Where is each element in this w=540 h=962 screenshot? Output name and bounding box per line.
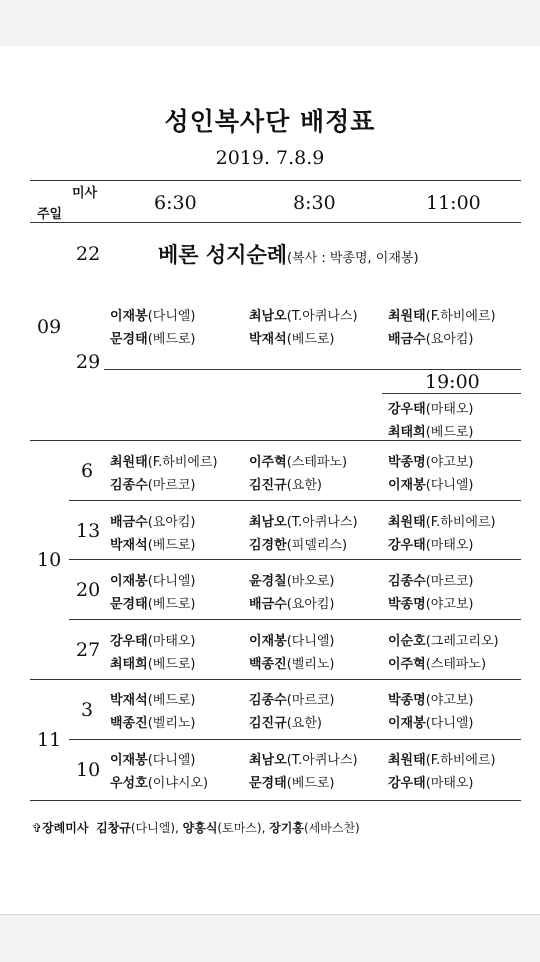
divider-nov-3 [69,739,521,740]
assignment-11-10-r2-c2: 문경태(베드로) [249,776,335,791]
assignment-11-10-r1-c2: 최남오(T.아퀴나스) [249,753,358,768]
assignment-10-13-r1-c2: 최남오(T.아퀴나스) [249,515,358,530]
assignment-10-20-r1-c2: 윤경칠(바오로) [249,574,335,589]
assignment-09-29-r2-c1: 문경태(베드로) [110,332,196,347]
assignment-10-13-r2-c3: 강우태(마태오) [388,538,474,553]
assignment-10-20-r2-c3: 박종명(야고보) [388,597,474,612]
day-27: 27 [76,639,101,661]
assignment-10-27-r2-c2: 백종진(벨리노) [249,657,335,672]
assignment-10-6-r1-c1: 최원태(F.하비에르) [110,455,218,470]
assignment-11-3-r2-c2: 김진규(요한) [249,716,322,731]
funeral-mass-label: 장례미사 [42,821,89,835]
header-time-2: 8:30 [293,192,336,214]
top-bar [0,0,540,47]
divider-oct-13 [69,559,521,560]
assignment-10-20-r2-c1: 문경태(베드로) [110,597,196,612]
day-22: 22 [76,243,101,265]
assignment-10-20-r1-c1: 이재봉(다니엘) [110,574,196,589]
header-mass-label: 미사 [72,186,98,201]
divider-oct-nov [30,679,521,680]
event-row-22 [158,239,419,269]
assignment-09-29-1900-1: 강우태(마태오) [388,402,474,417]
assignment-10-20-r2-c2: 배금수(요아킴) [249,597,335,612]
assignment-10-6-r2-c1: 김종수(마르코) [110,478,196,493]
day-3: 3 [81,699,94,721]
assignment-11-10-r1-c1: 이재봉(다니엘) [110,753,196,768]
day-13: 13 [76,520,101,542]
day-10: 10 [76,759,101,781]
assignment-11-3-r2-c3: 이재봉(다니엘) [388,716,474,731]
assignment-10-13-r2-c2: 김경한(피델리스) [249,538,348,553]
divider-oct-20 [69,619,521,620]
header-time-1: 6:30 [154,192,197,214]
assignment-10-27-r2-c1: 최태희(베드로) [110,657,196,672]
divider-oct-6 [69,500,521,501]
assignment-11-3-r1-c1: 박재석(베드로) [110,693,196,708]
table-bottom-border [30,800,521,801]
cross-icon: ✞ [32,821,43,835]
schedule-sheet [0,46,540,914]
month-09: 09 [37,316,62,338]
day-29: 29 [76,351,101,373]
divider-29-mid [104,369,521,370]
assignment-10-13-r1-c3: 최원태(F.하비에르) [388,515,496,530]
month-11: 11 [37,729,62,751]
assignment-11-3-r2-c1: 백종진(벨리노) [110,716,196,731]
assignment-10-6-r1-c3: 박종명(야고보) [388,455,474,470]
day-6: 6 [81,460,94,482]
assignment-10-6-r2-c3: 이재봉(다니엘) [388,478,474,493]
assignment-10-27-r1-c3: 이순호(그레고리오) [388,634,499,649]
assignment-09-29-1900-2: 최태희(베드로) [388,425,474,440]
assignment-10-13-r1-c1: 배금수(요아킴) [110,515,196,530]
assignment-11-10-r2-c1: 우성호(이냐시오) [110,776,209,791]
event-title: 베론 성지순례 [158,243,288,267]
assignment-09-29-r2-c2: 박재석(베드로) [249,332,335,347]
assignment-09-29-r2-c3: 배금수(요아킴) [388,332,474,347]
assignment-10-27-r1-c2: 이재봉(다니엘) [249,634,335,649]
header-week-label: 주일 [37,207,63,222]
assignment-10-6-r1-c2: 이주혁(스테파노) [249,455,348,470]
divider-sep-oct [30,440,521,441]
assignment-11-10-r2-c3: 강우태(마태오) [388,776,474,791]
assignment-11-3-r1-c2: 김종수(마르코) [249,693,335,708]
assignment-09-29-r1-c3: 최원태(F.하비에르) [388,309,496,324]
assignment-10-27-r1-c1: 강우태(마태오) [110,634,196,649]
funeral-mass-note: ✞장례미사 김창규(다니엘), 양홍식(토마스), 장기홍(세바스찬) [32,821,360,835]
month-10: 10 [37,549,62,571]
divider-1900 [382,393,521,394]
assignment-09-29-r1-c1: 이재봉(다니엘) [110,309,196,324]
assignment-11-10-r1-c3: 최원태(F.하비에르) [388,753,496,768]
day-20: 20 [76,579,101,601]
assignment-10-6-r2-c2: 김진규(요한) [249,478,322,493]
header-bottom-border [30,222,521,223]
assignment-11-3-r1-c3: 박종명(야고보) [388,693,474,708]
assignment-10-27-r2-c3: 이주혁(스테파노) [388,657,487,672]
assignment-09-29-r1-c2: 최남오(T.아퀴나스) [249,309,358,324]
bottom-bar [0,914,540,962]
extra-time-1900: 19:00 [425,371,480,393]
assignment-10-13-r2-c1: 박재석(베드로) [110,538,196,553]
event-note: (복사 : 박종명, 이재봉) [287,251,419,266]
table-top-border [30,180,521,181]
schedule-date: 2019. 7.8.9 [215,147,325,169]
header-time-3: 11:00 [426,192,481,214]
page-title: 성인복사단 배정표 [164,107,376,136]
assignment-10-20-r1-c3: 김종수(마르코) [388,574,474,589]
